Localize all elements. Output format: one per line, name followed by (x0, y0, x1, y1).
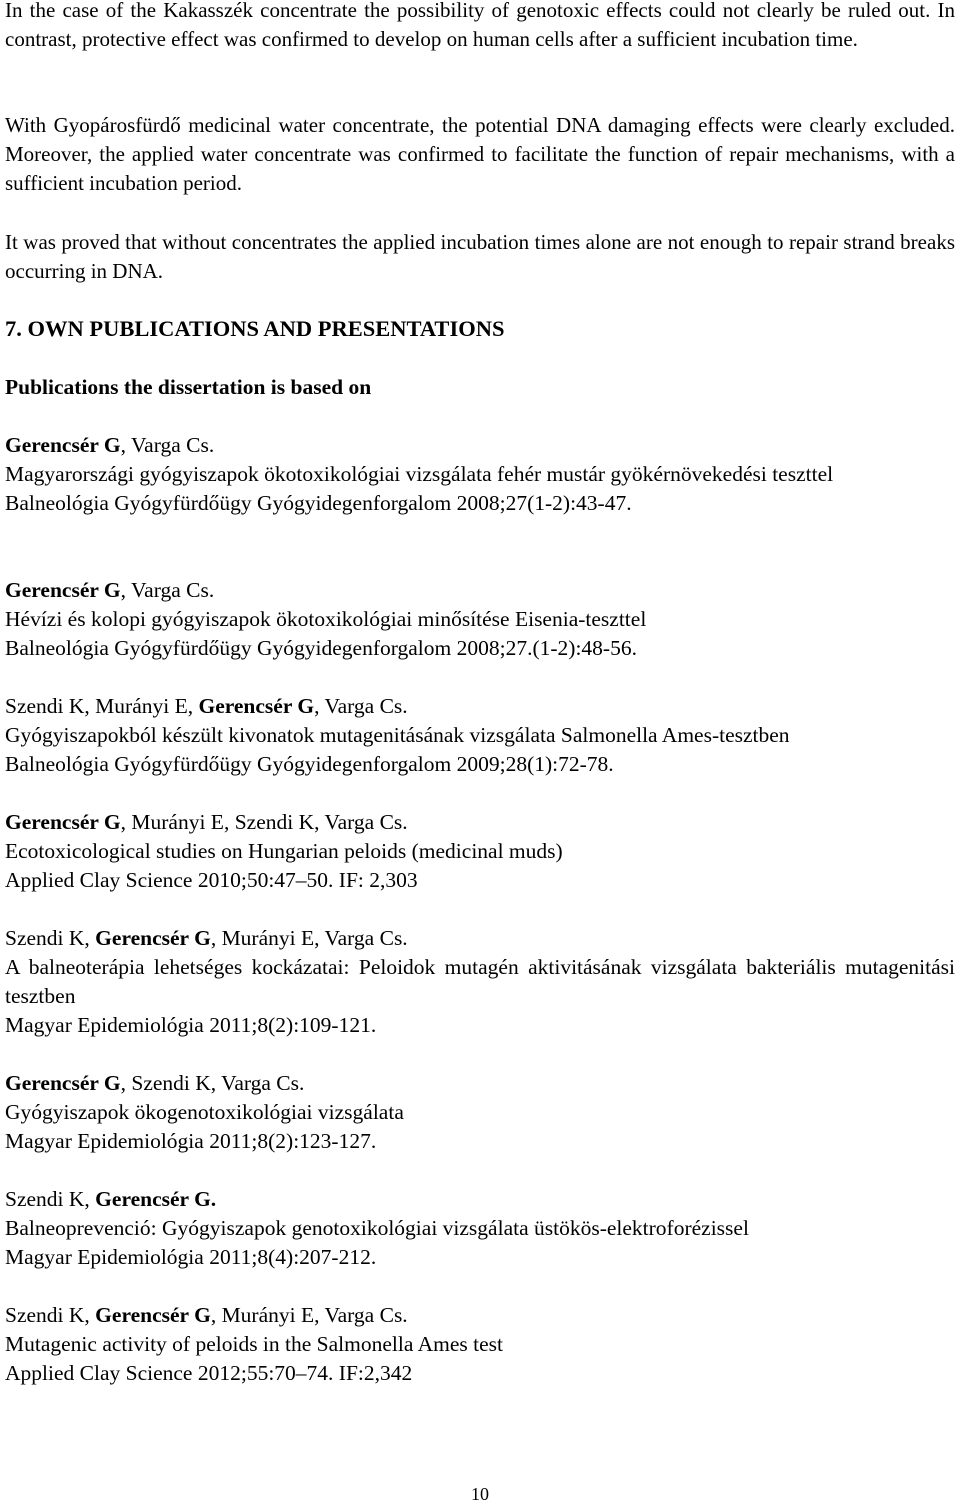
publication-authors: Szendi K, Gerencsér G, Murányi E, Varga Cs. (5, 1303, 408, 1327)
publication-journal: Balneológia Gyógyfürdőügy Gyógyidegenforgalom 2008;27(1-2):43-47. (5, 491, 632, 515)
publication-title: Hévízi és kolopi gyógyiszapok ökotoxikológiai minősítése Eisenia-teszttel (5, 607, 647, 631)
publication-journal: Applied Clay Science 2010;50:47–50. IF: 2,303 (5, 868, 418, 892)
publications-subheading: Publications the dissertation is based on (5, 375, 372, 399)
publication-authors: Gerencsér G, Szendi K, Varga Cs. (5, 1071, 305, 1095)
publication-authors: Gerencsér G, Murányi E, Szendi K, Varga Cs. (5, 810, 408, 834)
publication-journal: Balneológia Gyógyfürdőügy Gyógyidegenforgalom 2008;27.(1-2):48-56. (5, 636, 637, 660)
publication-entry (5, 431, 955, 518)
publication-entry (5, 692, 955, 779)
section-heading: 7. OWN PUBLICATIONS AND PRESENTATIONS (5, 316, 505, 341)
publication-authors: Szendi K, Gerencsér G, Murányi E, Varga Cs. (5, 926, 408, 950)
publication-entry (5, 924, 955, 1040)
publication-journal: Applied Clay Science 2012;55:70–74. IF:2,342 (5, 1361, 413, 1385)
publication-title: A balneoterápia lehetséges kockázatai: Peloidok mutagén aktivitásának vizsgálata bakteriális mutagenitási tesztben (5, 955, 955, 1008)
publication-authors: Gerencsér G, Varga Cs. (5, 578, 215, 602)
publication-entry (5, 576, 955, 663)
publication-journal: Magyar Epidemiológia 2011;8(2):109-121. (5, 1013, 377, 1037)
publication-journal: Balneológia Gyógyfürdőügy Gyógyidegenforgalom 2009;28(1):72-78. (5, 752, 614, 776)
publication-entry (5, 1301, 955, 1388)
publication-title: Gyógyiszapokból készült kivonatok mutagenitásának vizsgálata Salmonella Ames-tesztben (5, 723, 790, 747)
publication-title: Mutagenic activity of peloids in the Salmonella Ames test (5, 1332, 503, 1356)
publication-entry (5, 1069, 955, 1156)
publication-authors: Szendi K, Murányi E, Gerencsér G, Varga Cs. (5, 694, 408, 718)
publication-title: Balneoprevenció: Gyógyiszapok genotoxikológiai vizsgálata üstökös-elektroforézissel (5, 1216, 749, 1240)
publication-title: Ecotoxicological studies on Hungarian peloids (medicinal muds) (5, 839, 563, 863)
paragraph-incubation: It was proved that without concentrates the applied incubation times alone are not enough to repair strand breaks occurring in DNA. (5, 230, 955, 283)
publication-authors: Gerencsér G, Varga Cs. (5, 433, 215, 457)
publication-authors: Szendi K, Gerencsér G. (5, 1187, 217, 1211)
publication-entry (5, 1185, 955, 1272)
page-number: 10 (471, 1484, 489, 1504)
publication-title: Magyarországi gyógyiszapok ökotoxikológiai vizsgálata fehér mustár gyökérnövekedési teszttel (5, 462, 834, 486)
paragraph-kakasszek: In the case of the Kakasszék concentrate the possibility of genotoxic effects could not clearly be ruled out. In contrast, protective effect was confirmed to develop on human cells after a sufficient incubation time. (5, 0, 955, 51)
publication-journal: Magyar Epidemiológia 2011;8(4):207-212. (5, 1245, 377, 1269)
publication-entry (5, 808, 955, 895)
publication-journal: Magyar Epidemiológia 2011;8(2):123-127. (5, 1129, 377, 1153)
publication-title: Gyógyiszapok ökogenotoxikológiai vizsgálata (5, 1100, 404, 1124)
paragraph-gyoparosfurdo: With Gyopárosfürdő medicinal water concentrate, the potential DNA damaging effects were clearly excluded. Moreover, the applied water concentrate was confirmed to facilitate the function of repair mechanisms, with a sufficient incubation period. (5, 113, 955, 195)
